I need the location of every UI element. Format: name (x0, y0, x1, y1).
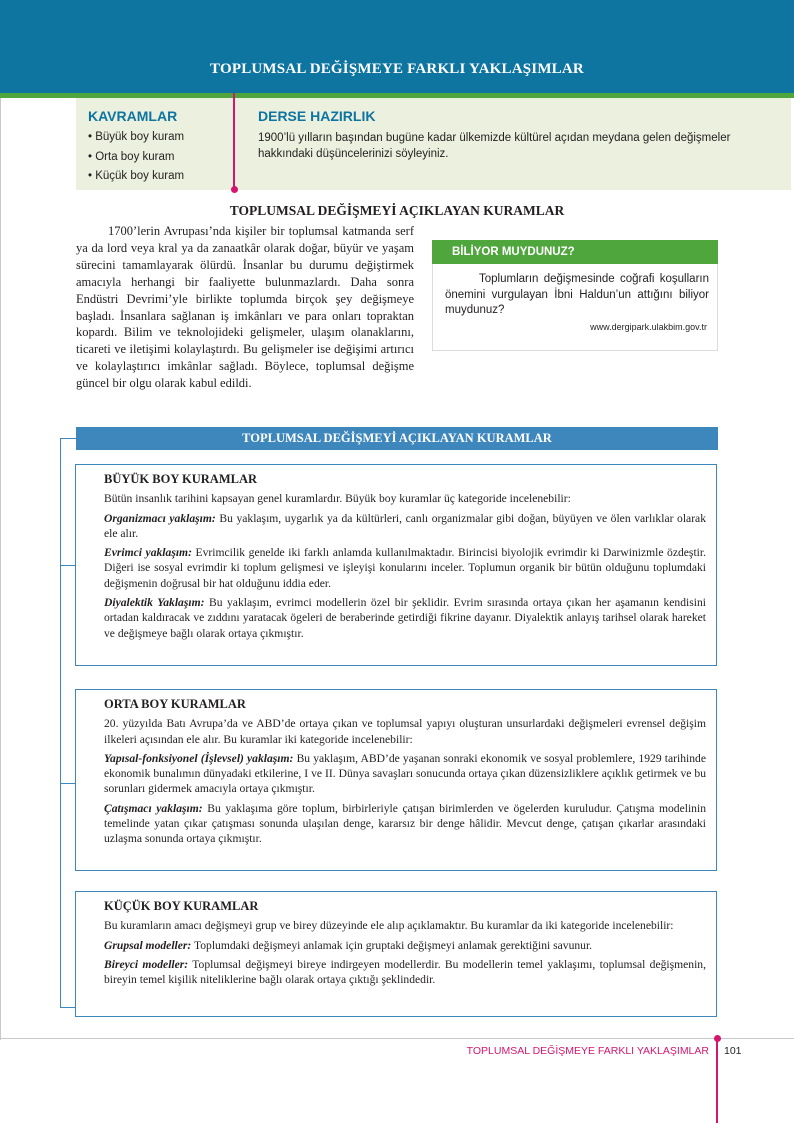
mid-theories-title: ORTA BOY KURAMLAR (104, 697, 246, 711)
mid-theories-intro: 20. yüzyılda Batı Avrupa’da ve ABD’de ortaya çıkan ve toplumsal yapıyı oluşturan unsurlardaki değişmeleri evrensel değişim ilkeleri açısından ele alır. Bu kuramlar iki kategoride incelenebilir: (104, 717, 706, 746)
big-theories-title: BÜYÜK BOY KURAMLAR (104, 472, 258, 486)
did-you-know-heading: BİLİYOR MUYDUNUZ? (432, 240, 718, 264)
concept-item: • Büyük boy kuram (88, 131, 185, 143)
tree-connector (60, 438, 61, 1008)
tree-branch (60, 438, 76, 439)
page-frame-bottom (0, 1038, 794, 1039)
small-theories-title: KÜÇÜK BOY KURAMLAR (104, 899, 259, 913)
footer-dot-icon (714, 1035, 721, 1042)
mid-theory-item: Çatışmacı yaklaşım: Bu yaklaşıma göre toplum, birbirleriyle çatışan birimlerden ve ögelerden kuruludur. Çatışma modelinin temelinde yatan çıkar çatışması sonunda ulaşılan denge, kararsız bir denge hâlidir. Mevcut denge, çatışan çıkarlar arasındaki uzlaşma sonunda ortaya çıkmıştır. (104, 801, 707, 846)
small-theories-intro: Bu kuramların amacı değişmeyi grup ve birey düzeyinde ele alıp açıklamaktır. Bu kuramlar da iki kategoride incelenebilir: (104, 919, 674, 933)
panel-divider (233, 93, 235, 189)
intro-text: 1700’lerin Avrupası’nda kişiler bir toplumsal katmanda serf ya da lord veya kral ya da zanaatkâr olarak doğar, büyür ve yaşam sürecini tamamlayarak ölürdü. İnsanlar bu durumu değiştirmek amacıyla herhangi bir faaliyette bulunmazlardı. Daha sonra Endüstri Devrimi’yle birlikte toplumda birçok şey değişmeye başladı. İnsanlara sağlanan iş imkânları ve para onları topraktan kopardı. Bilim ve teknolojideki gelişmeler, ulaşım olanaklarını, ticareti ve iletişimi kolaylaştırdı. Bu gelişmeler ise değişimi artırıcı ve kolaylaştırıcı imkânlar sağladı. Böylece, toplumsal değişme güncel bir olgu olarak kabul edildi. (76, 224, 414, 391)
big-theory-item: Organizmacı yaklaşım: Bu yaklaşım, uygarlık ya da kültürleri, canlı organizmalar gibi doğan, büyüyen ve ölen varlıklar olarak ele alır. (104, 511, 706, 540)
divider-dot-icon (231, 186, 238, 193)
footer-divider (716, 1040, 718, 1123)
page-frame-left (0, 0, 1, 1040)
big-theories-intro: Bütün insanlık tarihini kapsayan genel kuramlardır. Büyük boy kuramlar üç kategoride incelenebilir: (104, 492, 571, 506)
preparation-heading: DERSE HAZIRLIK (258, 108, 376, 124)
big-theory-item: Evrimci yaklaşım: Evrimcilik genelde iki farklı anlamda kullanılmaktadır. Birincisi biyolojik evrimdir ki Darwinizmle özdeştir. Diğeri ise sosyal evrimdir ki toplum gelişmesi ve işleyişi konularını inceler. Toplumun organik bir bütün olduğunu toplumdaki değişmenin doğrusal bir hat olduğunu iddia eder. (104, 546, 707, 590)
theories-header: TOPLUMSAL DEĞİŞMEYİ AÇIKLAYAN KURAMLAR (76, 427, 718, 450)
did-you-know-source: www.dergipark.ulakbim.gov.tr (590, 322, 707, 332)
concept-item: • Orta boy kuram (88, 150, 175, 163)
mid-theories-box (75, 689, 717, 871)
concepts-list (88, 128, 184, 187)
mid-theory-item: Yapısal-fonksiyonel (İşlevsel) yaklaşım: Bu yaklaşım, ABD’de yaşanan sonraki ekonomik ve sosyal problemlere, 1929 tarihinde ekonomik bunalımın dünyadaki etkilerine, I ve II. Dünya savaşları sonucunda ortaya çıkan düzensizliklere açıklık getirmek ve bu sorunları gidermek amacıyla ortaya çıkmıştır. (104, 751, 706, 796)
concepts-heading: KAVRAMLAR (88, 108, 178, 124)
small-theory-item: Grupsal modeller: Toplumdaki değişmeyi anlamak için gruptaki değişmeyi anlamak gerektiğini savunur. (104, 938, 593, 952)
big-theory-item: Diyalektik Yaklaşım: Bu yaklaşım, evrimci modellerin özel bir şeklidir. Evrim sırasında ortaya çıkan her aşamanın kendisini ortadan kaldıracak ve zıddını yaratacak ögeleri de beraberinde getirdiği fikrine dayanır. Diyalektik anlayış tarihsel olarak hareket ve değişmeye bağlı olarak ortaya çıkmıştır. (104, 596, 706, 640)
unit-banner (0, 0, 794, 93)
preparation-text: 1900’lü yılların başından bugüne kadar ülkemizde kültürel açıdan meydana gelen değişmeler hakkındaki düşüncelerinizi söyleyiniz. (258, 132, 731, 160)
section-title: TOPLUMSAL DEĞİŞMEYİ AÇIKLAYAN KURAMLAR (229, 203, 565, 218)
concept-item: • Küçük boy kuram (88, 170, 185, 182)
unit-title: TOPLUMSAL DEĞİŞMEYE FARKLI YAKLAŞIMLAR (210, 61, 584, 77)
big-theories-box (75, 464, 717, 666)
tree-branch (60, 1007, 76, 1008)
tree-branch (60, 565, 76, 566)
footer-title: TOPLUMSAL DEĞİŞMEYE FARKLI YAKLAŞIMLAR (466, 1045, 709, 1057)
page-number: 101 (724, 1045, 742, 1057)
small-theory-item: Bireyci modeller: Toplumsal değişmeyi bireye indirgeyen modellerdir. Bu modellerin temel yaklaşımı, toplumsal değişmenin, bireyin temel kişilik niteliklerine bağlı olarak ortaya çıktığı şeklindedir. (104, 957, 706, 987)
tree-branch (60, 783, 76, 784)
small-theories-box (75, 891, 717, 1017)
did-you-know-box (432, 240, 718, 350)
did-you-know-text: Toplumların değişmesinde coğrafi koşulların önemini vurgulayan İbni Haldun’un attığını biliyor muydunuz? (445, 273, 709, 316)
